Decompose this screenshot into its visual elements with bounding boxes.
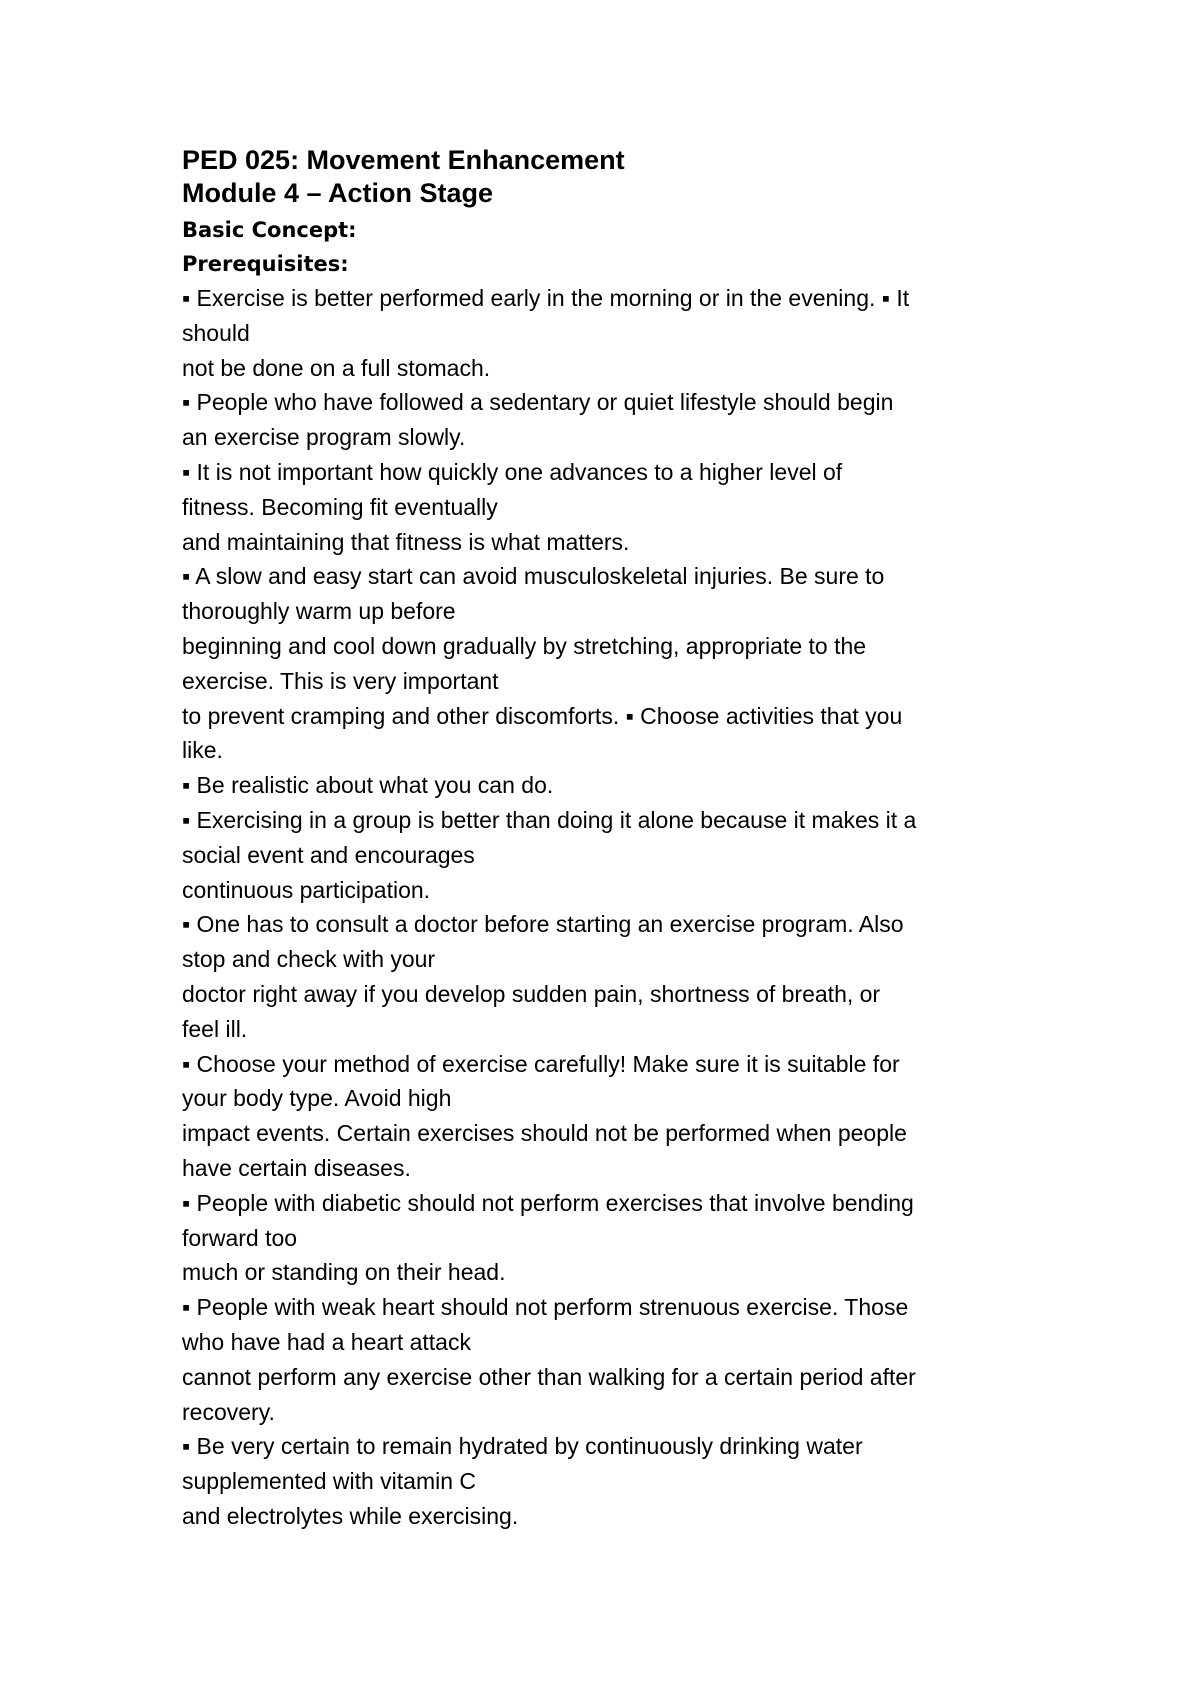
text-line: who have had a heart attack: [182, 1328, 471, 1355]
text-line: supplemented with vitamin C: [182, 1468, 477, 1495]
text-line: forward too: [182, 1224, 298, 1251]
document-content: [182, 144, 1062, 1534]
text-line: exercise. This is very important: [182, 667, 499, 694]
text-line: doctor right away if you develop sudden pain, shortness of breath, or: [182, 980, 881, 1007]
text-line: should: [182, 319, 250, 346]
text-line: ▪ Exercising in a group is better than doing it alone because it makes it a: [182, 806, 917, 833]
text-line: an exercise program slowly.: [182, 424, 466, 451]
text-line: ▪ Be realistic about what you can do.: [182, 772, 554, 799]
module-heading: Module 4 – Action Stage: [182, 178, 494, 208]
text-line: fitness. Becoming fit eventually: [182, 493, 498, 520]
text-line: beginning and cool down gradually by stretching, appropriate to the: [182, 632, 867, 659]
text-line: and electrolytes while exercising.: [182, 1502, 519, 1529]
prerequisites-list: [182, 281, 1062, 1534]
text-line: social event and encourages: [182, 841, 475, 868]
text-line: continuous participation.: [182, 876, 431, 903]
text-line: ▪ People with weak heart should not perform strenuous exercise. Those: [182, 1294, 909, 1321]
text-line: your body type. Avoid high: [182, 1085, 452, 1112]
text-line: stop and check with your: [182, 946, 436, 973]
text-line: ▪ It is not important how quickly one advances to a higher level of: [182, 458, 843, 485]
text-line: to prevent cramping and other discomforts. ▪ Choose activities that you: [182, 702, 903, 729]
text-line: ▪ One has to consult a doctor before starting an exercise program. Also: [182, 911, 904, 938]
document-title: PED 025: Movement Enhancement: [182, 145, 625, 175]
text-line: ▪ Choose your method of exercise carefully! Make sure it is suitable for: [182, 1050, 900, 1077]
text-line: like.: [182, 737, 223, 764]
text-line: and maintaining that fitness is what matters.: [182, 528, 630, 555]
text-line: thoroughly warm up before: [182, 598, 456, 625]
text-line: ▪ A slow and easy start can avoid musculoskeletal injuries. Be sure to: [182, 563, 885, 590]
text-line: not be done on a full stomach.: [182, 354, 491, 381]
text-line: ▪ Be very certain to remain hydrated by continuously drinking water: [182, 1433, 863, 1460]
text-line: much or standing on their head.: [182, 1259, 506, 1286]
text-line: impact events. Certain exercises should not be performed when people: [182, 1120, 907, 1147]
text-line: have certain diseases.: [182, 1154, 411, 1181]
text-line: feel ill.: [182, 1015, 248, 1042]
text-line: ▪ People who have followed a sedentary or quiet lifestyle should begin: [182, 389, 894, 416]
prerequisites-heading: Prerequisites:: [182, 252, 349, 276]
text-line: ▪ People with diabetic should not perform exercises that involve bending: [182, 1189, 914, 1216]
text-line: ▪ Exercise is better performed early in the morning or in the evening. ▪ It: [182, 285, 910, 311]
basic-concept-heading: Basic Concept:: [182, 218, 357, 242]
text-line: cannot perform any exercise other than walking for a certain period after: [182, 1363, 916, 1390]
text-line: recovery.: [182, 1398, 275, 1425]
